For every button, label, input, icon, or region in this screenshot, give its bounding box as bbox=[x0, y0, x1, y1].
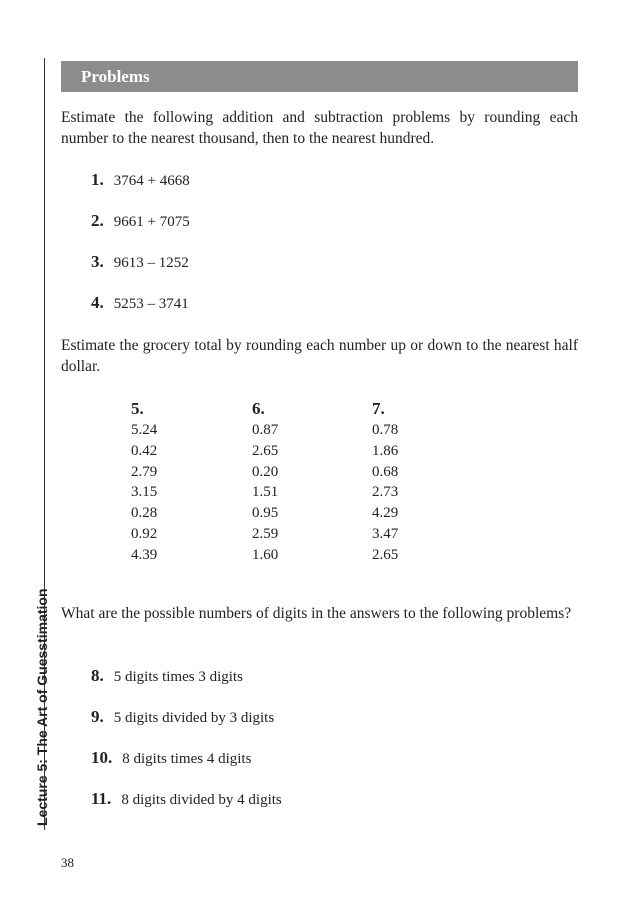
grocery-price: 2.59 bbox=[252, 525, 279, 542]
grocery-price: 0.95 bbox=[252, 505, 279, 522]
grocery-price: 2.65 bbox=[372, 546, 399, 563]
grocery-price: 4.39 bbox=[131, 546, 158, 563]
grocery-price: 0.42 bbox=[131, 442, 158, 459]
grocery-list-5 bbox=[131, 398, 211, 566]
problem-8 bbox=[91, 666, 243, 686]
grocery-price: 2.65 bbox=[252, 442, 279, 459]
grocery-list-6 bbox=[252, 398, 332, 566]
grocery-price: 0.20 bbox=[252, 463, 279, 480]
section-title: Problems bbox=[81, 66, 150, 86]
problem-number: 3. bbox=[91, 252, 104, 271]
grocery-price: 0.68 bbox=[372, 463, 399, 480]
problem-number: 8. bbox=[91, 666, 104, 685]
lecture-title: Lecture 5: The Art of Guesstimation bbox=[34, 588, 50, 826]
grocery-price: 5.24 bbox=[131, 422, 158, 438]
problem-9 bbox=[91, 707, 274, 727]
grocery-price: 0.87 bbox=[252, 422, 279, 438]
problem-text: 8 digits times 4 digits bbox=[122, 751, 252, 767]
page-number: 38 bbox=[61, 855, 74, 870]
problem-text: 5 digits times 3 digits bbox=[113, 669, 243, 685]
problem-number: 9. bbox=[91, 707, 104, 726]
grocery-price: 0.92 bbox=[131, 525, 158, 542]
problem-1 bbox=[91, 170, 190, 190]
problem-number: 10. bbox=[91, 748, 113, 767]
intro-paragraph-3: What are the possible numbers of digits in the answers to the following problems? bbox=[61, 605, 572, 622]
grocery-price: 3.47 bbox=[372, 525, 399, 542]
problem-text: 9661 + 7075 bbox=[113, 214, 190, 230]
grocery-number: 5. bbox=[131, 399, 144, 418]
grocery-number: 6. bbox=[252, 399, 265, 418]
grocery-price: 4.29 bbox=[372, 505, 399, 522]
grocery-price: 0.78 bbox=[372, 422, 399, 438]
intro-paragraph-2: Estimate the grocery total by rounding each number up or down to the nearest half dollar. bbox=[61, 337, 578, 375]
problem-4 bbox=[91, 293, 189, 313]
grocery-price: 1.86 bbox=[372, 442, 399, 459]
problem-number: 11. bbox=[91, 789, 112, 808]
problem-text: 3764 + 4668 bbox=[113, 173, 190, 189]
grocery-price: 2.73 bbox=[372, 484, 399, 501]
grocery-price: 2.79 bbox=[131, 463, 158, 480]
problem-number: 2. bbox=[91, 211, 104, 230]
problem-10 bbox=[91, 748, 251, 768]
problem-text: 5253 – 3741 bbox=[113, 296, 189, 312]
grocery-price: 0.28 bbox=[131, 505, 158, 522]
problem-text: 9613 – 1252 bbox=[113, 255, 189, 271]
grocery-price: 3.15 bbox=[131, 484, 158, 501]
grocery-list-7 bbox=[372, 398, 452, 566]
grocery-price: 1.51 bbox=[252, 484, 279, 501]
grocery-number: 7. bbox=[372, 399, 385, 418]
problem-number: 4. bbox=[91, 293, 104, 312]
section-header bbox=[61, 61, 578, 92]
grocery-price: 1.60 bbox=[252, 546, 279, 563]
problem-3 bbox=[91, 252, 189, 272]
problem-number: 1. bbox=[91, 170, 104, 189]
problem-text: 8 digits divided by 4 digits bbox=[121, 792, 282, 808]
problem-2 bbox=[91, 211, 190, 231]
problem-text: 5 digits divided by 3 digits bbox=[113, 710, 275, 726]
problem-11 bbox=[91, 789, 282, 809]
intro-paragraph-1: Estimate the following addition and subtraction problems by rounding each number to the nearest thousand, then to the nearest hundred. bbox=[61, 109, 578, 147]
